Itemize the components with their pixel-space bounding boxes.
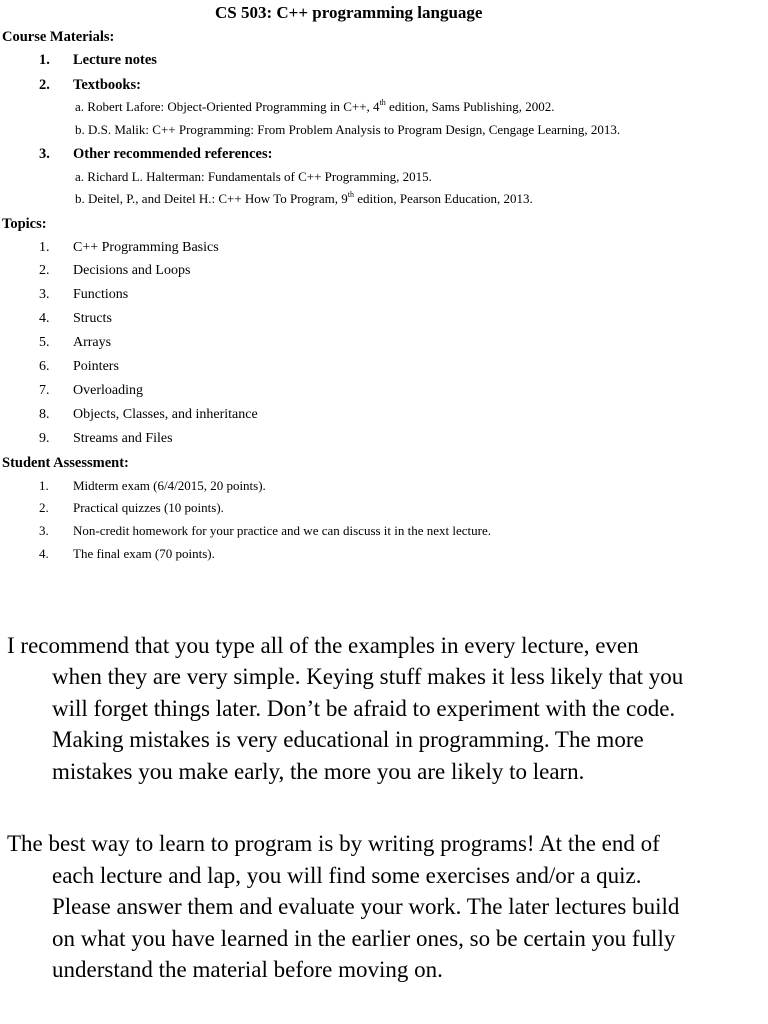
list-number: 6. [39,359,50,374]
list-number: 9. [39,431,50,446]
list-label: Non-credit homework for your practice and we can discuss it in the next lecture. [73,523,492,538]
paragraph-line: when they are very simple. Keying stuff makes it less likely that you [52,664,684,689]
list-number: 3. [39,146,50,162]
paragraph-line: each lecture and lap, you will find some exercises and/or a quiz. [52,863,642,888]
paragraph-line: Making mistakes is very educational in programming. The more [52,727,644,752]
paragraph-line: The best way to learn to program is by writing programs! At the end of [7,831,660,856]
list-number: 1. [39,478,49,493]
superscript: th [347,190,354,199]
list-number: 8. [39,407,50,422]
list-number: 2. [39,263,50,278]
list-label: Other recommended references: [73,146,273,162]
assessment-item [39,501,224,516]
topic-item [39,263,190,279]
topic-item [39,287,128,303]
assessment-heading: Student Assessment: [2,455,129,471]
list-label: Decisions and Loops [73,263,191,278]
assessment-item [39,547,215,562]
topic-item [39,383,143,399]
list-number: 3. [39,287,50,302]
list-number: 1. [39,240,50,255]
reference-text: a. Robert Lafore: Object-Oriented Programming in C++, 4 [75,99,380,114]
paragraph-line: will forget things later. Don’t be afraid to experiment with the code. [52,696,676,721]
list-number: 2. [39,77,50,93]
course-materials-heading: Course Materials: [2,29,115,45]
topics-heading: Topics: [2,216,47,232]
superscript: th [379,98,386,107]
textbook-a [75,100,554,115]
reference-text: a. Richard L. Halterman: Fundamentals of C++ Programming, 2015. [75,169,432,184]
list-label: The final exam (70 points). [73,546,215,561]
list-label: Midterm exam (6/4/2015, 20 points). [73,478,266,493]
paragraph-line: mistakes you make early, the more you are likely to learn. [52,759,585,784]
list-number: 4. [39,311,50,326]
reference-text: edition, Pearson Education, 2013. [354,191,533,206]
list-label: Streams and Files [73,431,173,446]
page-title: CS 503: C++ programming language [215,3,483,22]
assessment-item [39,524,491,539]
reference-a [75,170,432,185]
paragraph-line: I recommend that you type all of the examples in every lecture, even [7,633,639,658]
topic-item [39,311,112,327]
list-number: 3. [39,523,49,538]
list-number: 1. [39,52,50,68]
reference-text: edition, Sams Publishing, 2002. [385,99,555,114]
paragraph-line: on what you have learned in the earlier ones, so be certain you fully [52,926,676,951]
topic-item [39,359,119,375]
material-item-1 [39,52,157,69]
list-label: Lecture notes [73,52,157,68]
topic-item [39,407,258,423]
list-label: Practical quizzes (10 points). [73,500,224,515]
topic-item [39,240,219,256]
list-label: Overloading [73,383,143,398]
material-item-3 [39,146,272,163]
list-label: Textbooks: [73,77,141,93]
list-label: Functions [73,287,129,302]
reference-text: b. D.S. Malik: C++ Programming: From Problem Analysis to Program Design, Cengage Learning, 2013. [75,122,621,137]
paragraph-line: Please answer them and evaluate your work. The later lectures build [52,894,680,919]
list-label: C++ Programming Basics [73,240,219,255]
list-number: 7. [39,383,50,398]
topic-item [39,431,173,447]
material-item-2 [39,77,141,94]
textbook-b [75,123,620,138]
reference-b [75,192,533,207]
topic-item [39,335,111,351]
assessment-item [39,479,266,494]
list-number: 5. [39,335,50,350]
list-number: 2. [39,500,49,515]
reference-text: b. Deitel, P., and Deitel H.: C++ How To Program, 9 [75,191,348,206]
list-label: Structs [73,311,112,326]
paragraph-line: understand the material before moving on. [52,957,443,982]
list-number: 4. [39,546,49,561]
list-label: Objects, Classes, and inheritance [73,407,258,422]
list-label: Pointers [73,359,119,374]
list-label: Arrays [73,335,112,350]
